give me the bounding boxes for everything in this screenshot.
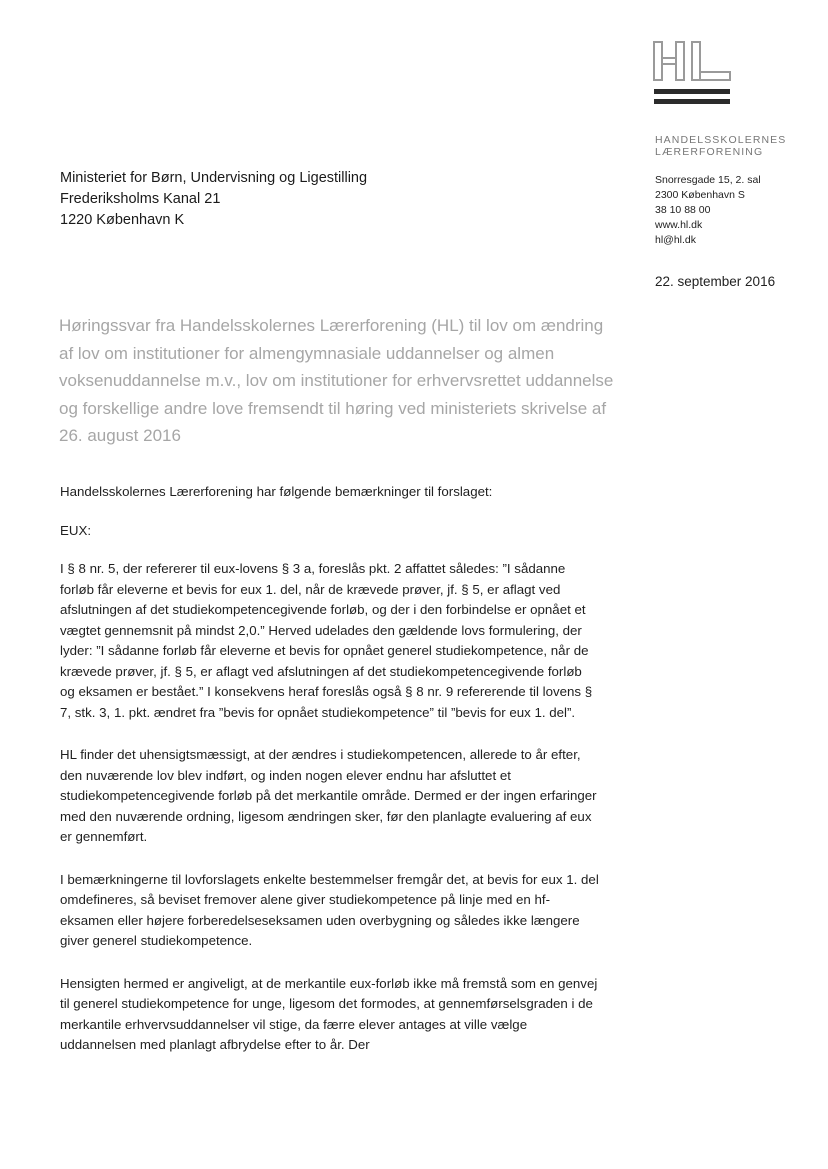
- letter-date: 22. september 2016: [655, 274, 776, 289]
- hl-logo-wordmark: [655, 134, 786, 158]
- hl-logo: [652, 38, 792, 110]
- recipient-street: Frederiksholms Kanal 21: [60, 191, 221, 207]
- recipient-address: [60, 168, 367, 231]
- body-paragraph-3: I bemærkningerne til lovforslagets enkelte bestemmelser fremgår det, at bevis for eux 1. del omdefineres, så beviset fremover alene giver studiekompetence på linje med en hf-eksamen eller højere forberedelseseksamen uden overbygning og således ikke længere giver generel studiekompetence.: [60, 871, 599, 948]
- sender-address: [655, 173, 761, 248]
- section-heading-eux: EUX:: [60, 522, 92, 538]
- sender-phone: 38 10 88 00: [655, 204, 711, 216]
- hl-logo-mark: [652, 38, 734, 110]
- sender-web: www.hl.dk: [655, 219, 703, 231]
- logo-org-line2: LÆRERFORENING: [655, 146, 764, 158]
- letter-subject: Høringssvar fra Handelsskolernes Lærerforening (HL) til lov om ændring af lov om institutioner for almengymnasiale uddannelser og almen voksenuddannelse m.v., lov om institutioner for erhvervsrettet uddannelse og forskellige andre love fremsendt til høring ved ministeriets skrivelse af 26. august 2016: [59, 316, 614, 445]
- sender-street: Snorresgade 15, 2. sal: [655, 174, 761, 186]
- recipient-city: 1220 København K: [60, 212, 185, 228]
- body-paragraph-1: I § 8 nr. 5, der refererer til eux-lovens § 3 a, foreslås pkt. 2 affattet således: ”I sådanne forløb får eleverne et bevis for eux 1. del, når de krævede prøver, jf. § 5, er aflagt ved afslutningen af det studiekompetencegivende forløb, og der i den forbindelse er opnået et vægtet gennemsnit på mindst 2,0.” Herved udelades den gældende lovs formulering, der lyder: ”I sådanne forløb får eleverne et bevis for opnået generel studiekompetence, når de krævede prøver, jf. § 5, er aflagt ved afslutningen af det studiekompetencegivende forløb og eksamen er bestået.” I konsekvens heraf foreslås også § 8 nr. 9 refererende til lovens § 7, stk. 3, 1. pkt. ændret fra ”bevis for opnået studiekompetence” til ”bevis for eux 1. del”.: [60, 561, 593, 720]
- sender-city: 2300 København S: [655, 189, 745, 201]
- letter-body: [60, 482, 600, 1074]
- body-intro: Handelsskolernes Lærerforening har følgende bemærkninger til forslaget:: [60, 484, 493, 499]
- body-paragraph-2: HL finder det uhensigtsmæssigt, at der ændres i studiekompetencen, allerede to år efter, den nuværende lov blev indført, og inden nogen elever endnu har afsluttet et studiekompetencegivende forløb på det merkantile område. Dermed er der ingen erfaringer med den nuværende ordning, ligesom ændringen sker, før den planlagte evaluering af eux er gennemført.: [60, 747, 597, 844]
- logo-org-line1: HANDELSSKOLERNES: [655, 134, 787, 146]
- body-paragraph-4: Hensigten hermed er angiveligt, at de merkantile eux-forløb ikke må fremstå som en genvej til generel studiekompetence for unge, ligesom det formodes, at gennemførselsgraden i de merkantile erhvervsuddannelser vil stige, da færre elever antages at ville vælge uddannelsen med planlagt afbrydelse efter to år. Der: [60, 975, 598, 1052]
- recipient-name: Ministeriet for Børn, Undervisning og Ligestilling: [60, 170, 368, 186]
- sender-email: hl@hl.dk: [655, 234, 697, 246]
